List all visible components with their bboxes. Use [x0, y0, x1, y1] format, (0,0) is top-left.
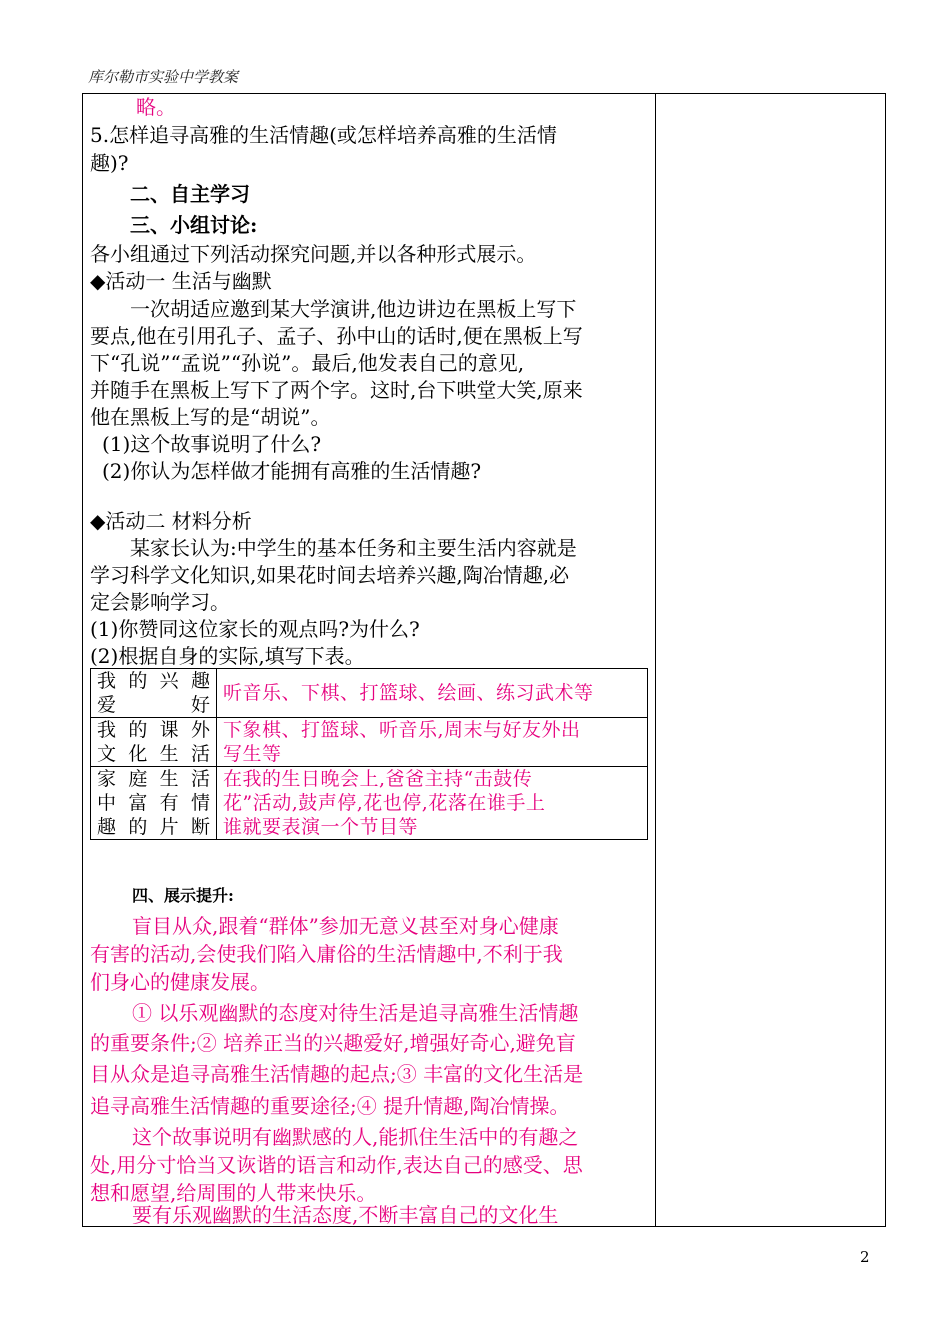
text-line: 要点,他在引用孔子、孟子、孙中山的话时,便在黑板上写 — [90, 324, 583, 348]
section-heading-presentation: 四、展示提升: — [132, 886, 234, 905]
answer-line: 们身心的健康发展。 — [90, 970, 270, 994]
text-line: 某家长认为:中学生的基本任务和主要生活内容就是 — [130, 536, 577, 560]
answer-line: 要有乐观幽默的生活态度,不断丰富自己的文化生 — [132, 1203, 559, 1227]
table-answer-cell: 听音乐、下棋、打篮球、绘画、练习武术等 — [217, 669, 648, 718]
text-line: 各小组通过下列活动探究问题,并以各种形式展示。 — [90, 242, 537, 266]
question-1: (1)这个故事说明了什么? — [102, 432, 322, 456]
activity-one-heading: ◆活动一 生活与幽默 — [90, 269, 272, 293]
text-line: 并随手在黑板上写下了两个字。这时,台下哄堂大笑,原来 — [90, 378, 583, 402]
table-answer-cell: 下象棋、打篮球、听音乐,周末与好友外出 写生等 — [217, 718, 648, 767]
table-label-cell: 我 的 兴 趣 爱好 — [91, 669, 217, 718]
answer-line: 处,用分寸恰当又诙谐的语言和动作,表达自己的感受、思 — [90, 1153, 583, 1177]
hobby-table — [90, 668, 648, 840]
answer-line: ① 以乐观幽默的态度对待生活是追寻高雅生活情趣 — [132, 1001, 579, 1025]
page-number: 2 — [860, 1248, 870, 1266]
section-heading-self-study: 二、自主学习 — [130, 182, 250, 206]
question-5: 5.怎样追寻高雅的生活情趣(或怎样培养高雅的生活情 — [90, 123, 557, 147]
text-line: 定会影响学习。 — [90, 590, 230, 614]
text-line: (1)你赞同这位家长的观点吗?为什么? — [90, 617, 420, 641]
answer-line: 目从众是追寻高雅生活情趣的起点;③ 丰富的文化生活是 — [90, 1062, 584, 1086]
answer-line: 的重要条件;② 培养正当的兴趣爱好,增强好奇心,避免盲 — [90, 1031, 576, 1055]
document-header: 库尔勒市实验中学教案 — [88, 68, 239, 86]
text-line: (2)根据自身的实际,填写下表。 — [90, 644, 365, 668]
text-line: 下“孔说”“孟说”“孙说”。最后,他发表自己的意见, — [90, 351, 525, 375]
table-label-cell: 家 庭 生 活 中 富 有 情 趣的片断 — [91, 767, 217, 840]
answer-line: 想和愿望,给周围的人带来快乐。 — [90, 1181, 377, 1205]
text-line: 略。 — [136, 95, 176, 119]
question-2: (2)你认为怎样做才能拥有高雅的生活情趣? — [102, 459, 482, 483]
table-answer-cell: 在我的生日晚会上,爸爸主持“击鼓传 花”活动,鼓声停,花也停,花落在谁手上 谁就要表演一个节目等 — [217, 767, 648, 840]
text-line: 一次胡适应邀到某大学演讲,他边讲边在黑板上写下 — [130, 297, 577, 321]
text-line: 学习科学文化知识,如果花时间去培养兴趣,陶冶情趣,必 — [90, 563, 570, 587]
table-label-cell: 我 的 课 外 文化生活 — [91, 718, 217, 767]
answer-line: 盲目从众,跟着“群体”参加无意义甚至对身心健康 — [132, 914, 559, 938]
answer-line: 这个故事说明有幽默感的人,能抓住生活中的有趣之 — [132, 1125, 579, 1149]
answer-line: 追寻高雅生活情趣的重要途径;④ 提升情趣,陶冶情操。 — [90, 1094, 570, 1118]
table-row — [91, 718, 648, 767]
section-heading-group-discussion: 三、小组讨论: — [130, 213, 258, 237]
text-line: 他在黑板上写的是“胡说”。 — [90, 405, 331, 429]
table-row — [91, 669, 648, 718]
table-row — [91, 767, 648, 840]
column-divider — [655, 93, 656, 1227]
text-line: 趣)? — [90, 151, 129, 175]
answer-line: 有害的活动,会使我们陷入庸俗的生活情趣中,不利于我 — [90, 942, 563, 966]
activity-two-heading: ◆活动二 材料分析 — [90, 509, 252, 533]
